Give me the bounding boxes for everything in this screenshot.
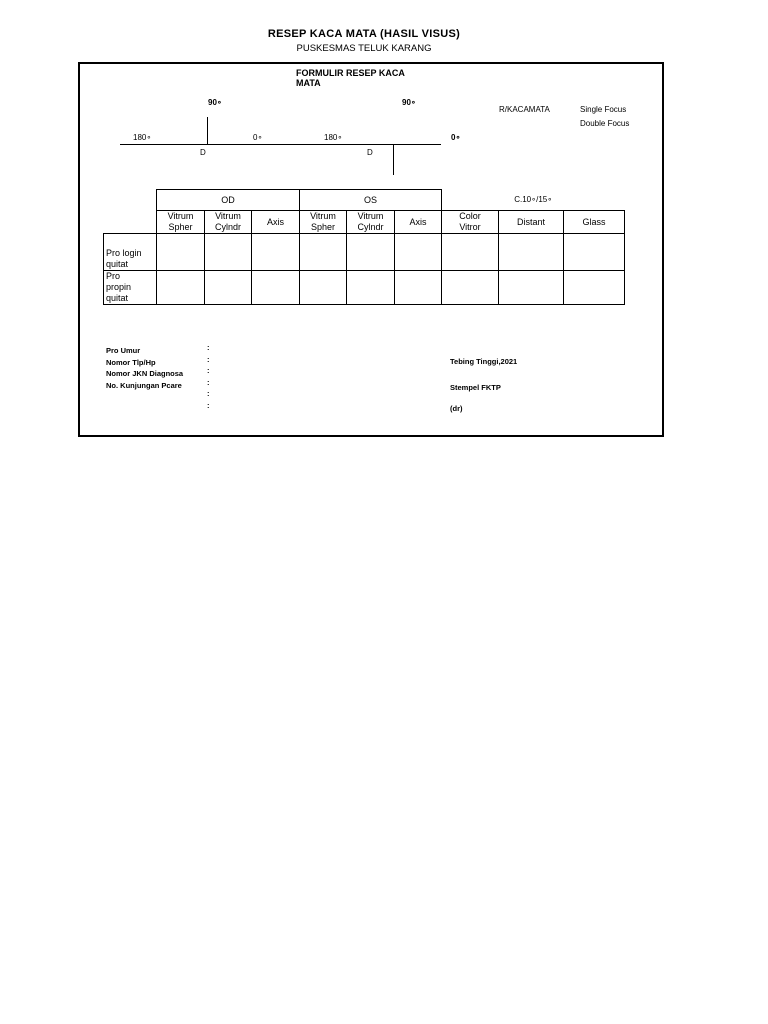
right-axis-d-label: D xyxy=(367,148,373,157)
label-pro-umur: Pro Umur xyxy=(106,346,141,355)
table-cell[interactable] xyxy=(157,271,205,305)
patient-info-colons xyxy=(207,342,210,411)
row-label-pro-login-quitat: Pro login quitat xyxy=(104,234,157,271)
colon: : xyxy=(207,400,210,410)
form-title-line1: FORMULIR RESEP KACA xyxy=(296,68,405,78)
table-row xyxy=(104,271,625,305)
table-cell[interactable] xyxy=(157,234,205,271)
table-cell[interactable] xyxy=(442,271,499,305)
table-cell[interactable] xyxy=(252,234,300,271)
form-title-line2: MATA xyxy=(296,78,321,88)
table-cell[interactable] xyxy=(564,234,625,271)
left-axis-0-label: 0∘ xyxy=(253,133,263,142)
table-cell[interactable] xyxy=(564,271,625,305)
right-axis-vertical-line xyxy=(393,145,394,175)
right-axis-90-label: 90∘ xyxy=(402,98,416,107)
distant-header: Distant xyxy=(499,211,564,234)
doctor-label: (dr) xyxy=(450,404,463,413)
row-label-pro-propin-quitat: Pro propin quitat xyxy=(104,271,157,305)
patient-info-labels xyxy=(106,345,183,391)
color-vitror-header: Color Vitror xyxy=(442,211,499,234)
left-axis-vertical-line xyxy=(207,117,208,145)
table-cell[interactable] xyxy=(205,234,252,271)
colon: : xyxy=(207,389,210,398)
right-axis-180-label: 180∘ xyxy=(324,133,343,142)
table-cell[interactable] xyxy=(395,234,442,271)
table-cell[interactable] xyxy=(499,271,564,305)
os-axis-header: Axis xyxy=(395,211,442,234)
c-angle-label: C.10∘/15∘ xyxy=(514,195,553,205)
document-subtitle: PUSKESMAS TELUK KARANG xyxy=(296,43,432,54)
table-cell[interactable] xyxy=(300,234,347,271)
table-cell[interactable] xyxy=(499,234,564,271)
table-cell[interactable] xyxy=(347,234,395,271)
place-date: Tebing Tinggi,2021 xyxy=(450,357,518,366)
od-vitrum-cylndr-header: Vitrum Cylndr xyxy=(205,211,252,234)
left-axis-180-label: 180∘ xyxy=(133,133,152,142)
document-title: RESEP KACA MATA (HASIL VISUS) xyxy=(267,28,461,40)
colon: : xyxy=(207,343,210,352)
glass-header: Glass xyxy=(564,211,625,234)
table-cell[interactable] xyxy=(347,271,395,305)
left-axis-d-label: D xyxy=(200,148,206,157)
table-cell[interactable] xyxy=(395,271,442,305)
table-cell[interactable] xyxy=(442,234,499,271)
right-axis-0-label: 0∘ xyxy=(451,133,461,142)
left-axis-90-label: 90∘ xyxy=(208,98,222,107)
os-vitrum-spher-header: Vitrum Spher xyxy=(300,211,347,234)
os-vitrum-cylndr-header: Vitrum Cylndr xyxy=(347,211,395,234)
table-cell[interactable] xyxy=(252,271,300,305)
od-vitrum-spher-header: Vitrum Spher xyxy=(157,211,205,234)
stamp-label: Stempel FKTP xyxy=(450,383,501,392)
colon: : xyxy=(207,354,210,364)
os-header: OS xyxy=(300,190,442,211)
colon: : xyxy=(207,366,210,375)
prescription-table xyxy=(103,189,625,305)
table-row xyxy=(104,234,625,271)
double-focus-label: Double Focus xyxy=(580,119,630,128)
single-focus-label: Single Focus xyxy=(580,105,627,114)
od-axis-header: Axis xyxy=(252,211,300,234)
r-kacamata-label: R/KACAMATA xyxy=(499,105,550,114)
label-no-kunjungan: No. Kunjungan Pcare xyxy=(106,380,182,390)
table-cell[interactable] xyxy=(205,271,252,305)
colon: : xyxy=(207,377,210,387)
od-header: OD xyxy=(157,190,300,211)
table-cell[interactable] xyxy=(300,271,347,305)
label-nomor-jkn: Nomor JKN Diagnosa xyxy=(106,369,184,378)
label-nomor-tlp: Nomor Tlp/Hp xyxy=(106,357,156,367)
